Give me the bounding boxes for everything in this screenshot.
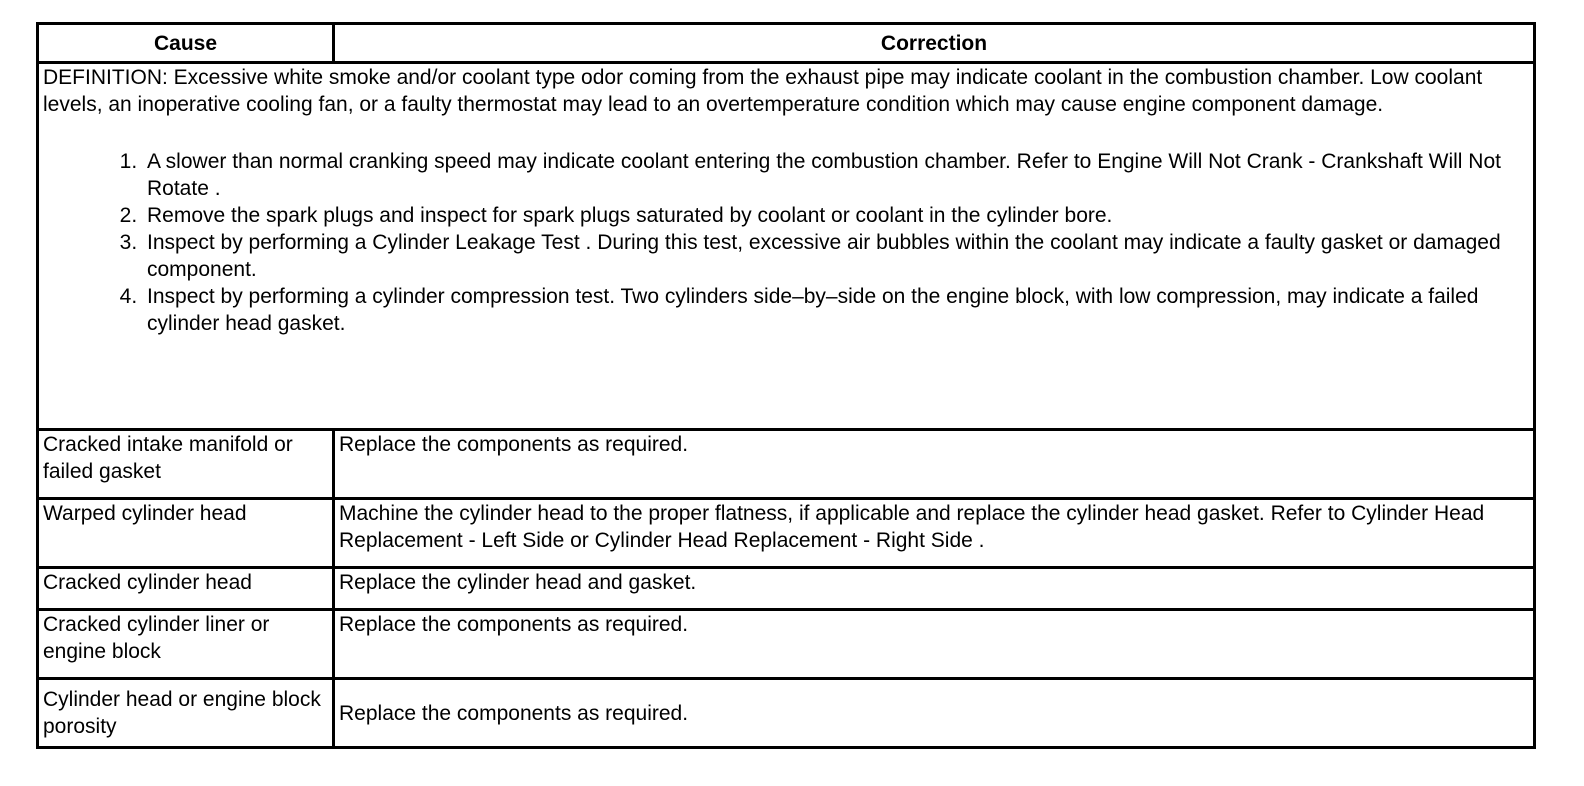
correction-cell: Replace the components as required.	[334, 430, 1535, 499]
cause-cell: Cracked cylinder head	[38, 568, 334, 610]
table-row	[38, 568, 1535, 610]
definition-cell	[38, 63, 1535, 430]
correction-cell: Machine the cylinder head to the proper flatness, if applicable and replace the cylinder head gasket. Refer to Cylinder Head Replacement - Left Side or Cylinder Head Replacement - Right Side .	[334, 499, 1535, 568]
step-item: 3. Inspect by performing a Cylinder Leakage Test . During this test, excessive air bubbles within the coolant may indicate a faulty gasket or damaged component.	[143, 229, 1529, 283]
table-row	[38, 679, 1535, 748]
cause-cell: Cracked cylinder liner or engine block	[38, 610, 334, 679]
definition-text: DEFINITION: Excessive white smoke and/or coolant type odor coming from the exhaust pipe may indicate coolant in the combustion chamber. Low coolant levels, an inoperative cooling fan, or a faulty thermostat may lead to an overtemperature condition which may cause engine component damage.	[43, 66, 1483, 116]
step-item: 4. Inspect by performing a cylinder compression test. Two cylinders side–by–side on the engine block, with low compression, may indicate a failed cylinder head gasket.	[143, 283, 1529, 337]
diagnostic-steps	[43, 148, 1529, 337]
table-row	[38, 499, 1535, 568]
cause-header: Cause	[38, 24, 334, 63]
correction-header: Correction	[334, 24, 1535, 63]
step-item: 1. A slower than normal cranking speed may indicate coolant entering the combustion chamber. Refer to Engine Will Not Crank - Crankshaft Will Not Rotate .	[143, 148, 1529, 202]
diagnostic-table	[36, 22, 1536, 749]
table-row	[38, 430, 1535, 499]
cause-cell: Cracked intake manifold or failed gasket	[38, 430, 334, 499]
cause-cell: Warped cylinder head	[38, 499, 334, 568]
correction-cell: Replace the components as required.	[334, 679, 1535, 748]
definition-row	[38, 63, 1535, 430]
step-item: 2. Remove the spark plugs and inspect for spark plugs saturated by coolant or coolant in the cylinder bore.	[143, 202, 1529, 229]
cause-cell: Cylinder head or engine block porosity	[38, 679, 334, 748]
header-row	[38, 24, 1535, 63]
correction-cell: Replace the cylinder head and gasket.	[334, 568, 1535, 610]
table-row	[38, 610, 1535, 679]
correction-cell: Replace the components as required.	[334, 610, 1535, 679]
